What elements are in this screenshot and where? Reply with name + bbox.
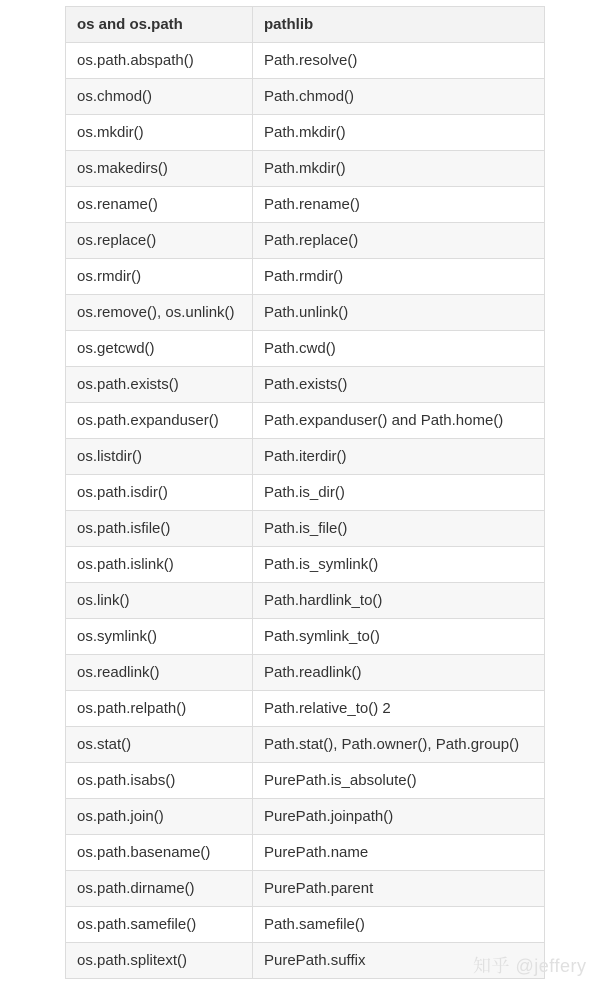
table-row [66, 799, 545, 835]
cell-pathlib: Path.is_symlink() [253, 547, 545, 583]
cell-os: os.getcwd() [66, 331, 253, 367]
cell-pathlib: Path.samefile() [253, 907, 545, 943]
cell-os: os.mkdir() [66, 115, 253, 151]
cell-os: os.readlink() [66, 655, 253, 691]
table-row [66, 871, 545, 907]
table-row [66, 475, 545, 511]
table-row [66, 79, 545, 115]
cell-pathlib: Path.mkdir() [253, 151, 545, 187]
table-row [66, 259, 545, 295]
table-header-row [66, 7, 545, 43]
cell-os: os.path.samefile() [66, 907, 253, 943]
cell-os: os.path.isabs() [66, 763, 253, 799]
cell-os: os.path.isdir() [66, 475, 253, 511]
cell-os: os.chmod() [66, 79, 253, 115]
cell-pathlib: Path.is_file() [253, 511, 545, 547]
cell-pathlib: Path.readlink() [253, 655, 545, 691]
cell-os: os.link() [66, 583, 253, 619]
cell-pathlib: Path.hardlink_to() [253, 583, 545, 619]
cell-os: os.path.abspath() [66, 43, 253, 79]
cell-os: os.path.dirname() [66, 871, 253, 907]
cell-pathlib: Path.iterdir() [253, 439, 545, 475]
cell-os: os.path.expanduser() [66, 403, 253, 439]
table-row [66, 835, 545, 871]
cell-pathlib: Path.resolve() [253, 43, 545, 79]
table-row [66, 907, 545, 943]
cell-os: os.path.join() [66, 799, 253, 835]
table-row [66, 331, 545, 367]
table-row [66, 619, 545, 655]
table-row [66, 763, 545, 799]
cell-os: os.path.basename() [66, 835, 253, 871]
cell-os: os.makedirs() [66, 151, 253, 187]
table-row [66, 511, 545, 547]
cell-os: os.listdir() [66, 439, 253, 475]
cell-pathlib: Path.stat(), Path.owner(), Path.group() [253, 727, 545, 763]
table-row [66, 295, 545, 331]
table-row [66, 583, 545, 619]
cell-os: os.stat() [66, 727, 253, 763]
cell-pathlib: Path.expanduser() and Path.home() [253, 403, 545, 439]
table-row [66, 223, 545, 259]
table-row [66, 547, 545, 583]
table-row [66, 43, 545, 79]
table-row [66, 439, 545, 475]
cell-pathlib: Path.chmod() [253, 79, 545, 115]
table-row [66, 403, 545, 439]
cell-pathlib: Path.rename() [253, 187, 545, 223]
cell-os: os.rmdir() [66, 259, 253, 295]
cell-pathlib: Path.exists() [253, 367, 545, 403]
cell-pathlib: PurePath.parent [253, 871, 545, 907]
cell-pathlib: Path.symlink_to() [253, 619, 545, 655]
cell-pathlib: Path.is_dir() [253, 475, 545, 511]
cell-os: os.path.isfile() [66, 511, 253, 547]
cell-os: os.rename() [66, 187, 253, 223]
cell-os: os.symlink() [66, 619, 253, 655]
table-row [66, 187, 545, 223]
cell-pathlib: Path.cwd() [253, 331, 545, 367]
table-row [66, 367, 545, 403]
cell-pathlib: PurePath.suffix [253, 943, 545, 979]
watermark: 知乎 @jeffery [473, 956, 587, 976]
table-row [66, 151, 545, 187]
cell-os: os.path.splitext() [66, 943, 253, 979]
table-row [66, 655, 545, 691]
table-row [66, 691, 545, 727]
cell-os: os.replace() [66, 223, 253, 259]
cell-pathlib: Path.relative_to() 2 [253, 691, 545, 727]
cell-os: os.path.relpath() [66, 691, 253, 727]
cell-pathlib: PurePath.joinpath() [253, 799, 545, 835]
cell-os: os.remove(), os.unlink() [66, 295, 253, 331]
cell-os: os.path.islink() [66, 547, 253, 583]
cell-pathlib: Path.replace() [253, 223, 545, 259]
table-row [66, 727, 545, 763]
cell-os: os.path.exists() [66, 367, 253, 403]
table-row [66, 115, 545, 151]
cell-pathlib: Path.mkdir() [253, 115, 545, 151]
header-os: os and os.path [66, 7, 253, 43]
cell-pathlib: PurePath.is_absolute() [253, 763, 545, 799]
cell-pathlib: PurePath.name [253, 835, 545, 871]
cell-pathlib: Path.rmdir() [253, 259, 545, 295]
cell-pathlib: Path.unlink() [253, 295, 545, 331]
header-pathlib: pathlib [253, 7, 545, 43]
os-vs-pathlib-table [65, 6, 545, 979]
